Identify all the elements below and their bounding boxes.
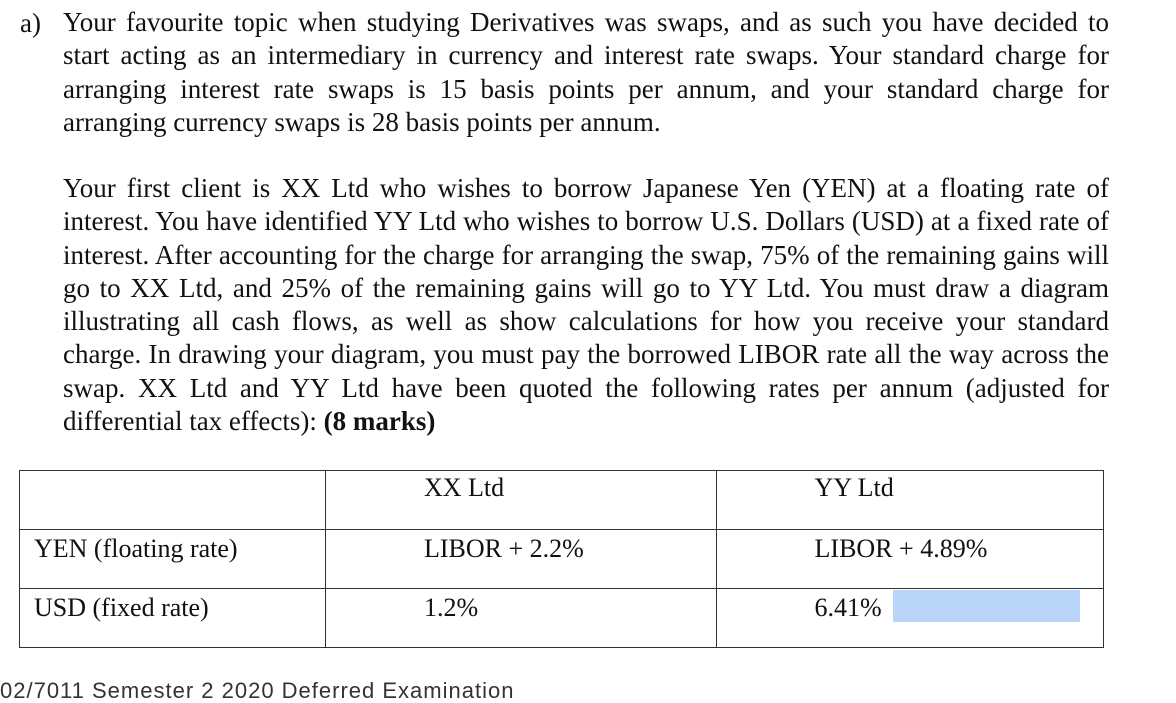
table-header-row [20,471,1104,530]
footer-text: 02/7011 Semester 2 2020 Deferred Examination [0,678,515,703]
row-label-yen: YEN (floating rate) [20,530,326,589]
intro-paragraph: Your favourite topic when studying Derivatives was swaps, and as such you have decided to start acting as an intermediary in currency and interest rate swaps. Your standard charge for arranging interest rate swaps is 15 basis points per annum, and your standard charge for arranging currency swaps is 28 basis points per annum. [63,7,1109,137]
header-cell-empty [20,471,326,530]
header-cell-yy: YY Ltd [716,471,1103,530]
table-row [20,589,1104,648]
client-paragraph-text: Your first client is XX Ltd who wishes to borrow Japanese Yen (YEN) at a floating rate of interest. You have identified YY Ltd who wishes to borrow U.S. Dollars (USD) at a fixed rate of interest. After accounting for the charge for arranging the swap, 75% of the remaining gains will go to XX Ltd, and 25% of the remaining gains will go to YY Ltd. You must draw a diagram illustrating all cash flows, as well as show calculations for how you receive your standard charge. In drawing your diagram, you must pay the borrowed LIBOR rate all the way across the swap. XX Ltd and YY Ltd have been quoted the following rates per annum (adjusted for differential tax effects): [63,173,1109,437]
question-label: a) [20,8,41,38]
row-label-usd: USD (fixed rate) [20,589,326,648]
marks-label: (8 marks) [323,406,436,437]
cell-yy-yen: LIBOR + 4.89% [716,530,1103,589]
header-cell-xx: XX Ltd [325,471,716,530]
client-paragraph [63,172,1109,438]
table-row [20,530,1104,589]
cell-yy-usd-value: 6.41% [814,593,882,622]
rates-table [19,470,1104,648]
cell-xx-usd: 1.2% [325,589,716,648]
cell-yy-usd[interactable] [716,589,1103,648]
text-selection-highlight [893,590,1080,622]
cell-xx-yen: LIBOR + 2.2% [325,530,716,589]
